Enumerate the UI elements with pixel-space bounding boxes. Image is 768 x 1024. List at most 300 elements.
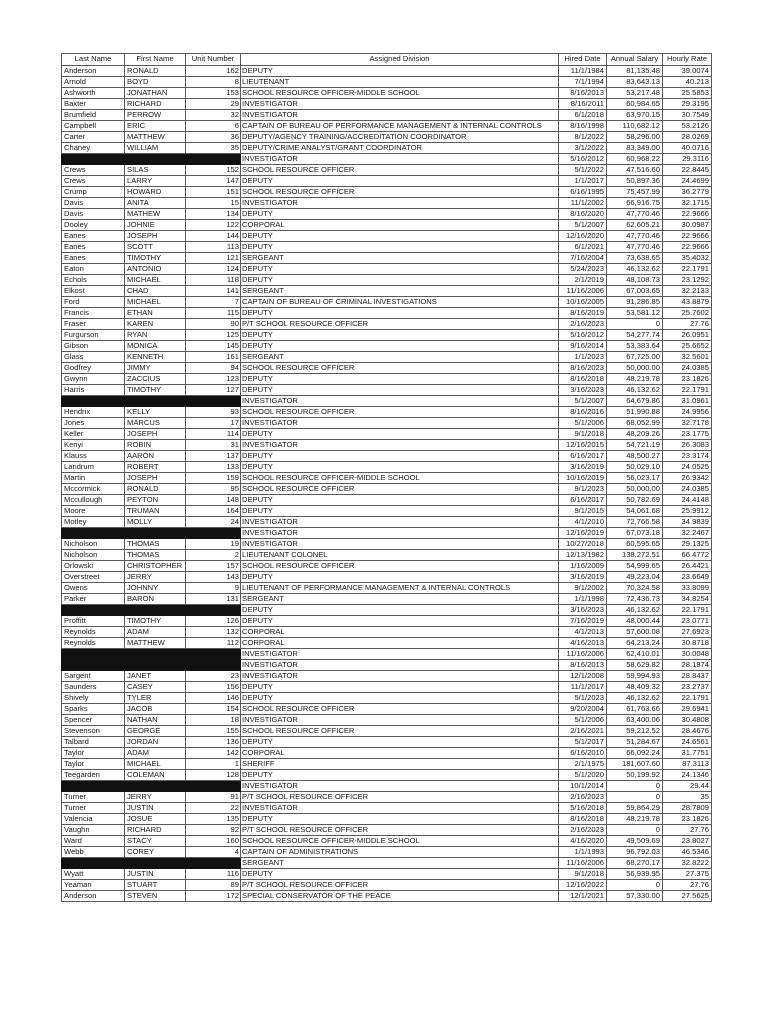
cell-assigned-division: SCHOOL RESOURCE OFFICER [241, 186, 559, 197]
cell-hourly-rate: 29.3195 [663, 98, 712, 109]
cell-last-name: Jones [62, 417, 125, 428]
cell-assigned-division: INVESTIGATOR [241, 153, 559, 164]
cell-hired-date: 3/16/2023 [559, 384, 607, 395]
cell-annual-salary: 49,223.04 [607, 571, 663, 582]
cell-hourly-rate: 46.5346 [663, 846, 712, 857]
cell-annual-salary: 63,400.06 [607, 714, 663, 725]
header-hourly-rate: Hourly Rate [663, 54, 712, 66]
cell-first-name: GEORGE [125, 725, 186, 736]
cell-hourly-rate: 23.1826 [663, 373, 712, 384]
cell-last-name: Chaney [62, 142, 125, 153]
header-assigned-division: Assigned Division [241, 54, 559, 66]
cell-assigned-division: SCHOOL RESOURCE OFFICER [241, 164, 559, 175]
cell-annual-salary: 96,792.03 [607, 846, 663, 857]
cell-first-name: JACOB [125, 703, 186, 714]
cell-hired-date: 4/16/2020 [559, 835, 607, 846]
cell-hourly-rate: 26.9342 [663, 472, 712, 483]
cell-annual-salary: 0 [607, 791, 663, 802]
cell-first-name: LARRY [125, 175, 186, 186]
cell-hired-date: 10/16/2005 [559, 296, 607, 307]
cell-unit-number: 128 [186, 769, 241, 780]
cell-unit-number: 93 [186, 406, 241, 417]
cell-unit-number: 123 [186, 373, 241, 384]
cell-unit-number: 114 [186, 428, 241, 439]
cell-last-name: Eanes [62, 252, 125, 263]
cell-unit-number: 160 [186, 835, 241, 846]
cell-unit-number: 95 [186, 483, 241, 494]
cell-first-name: TYLER [125, 692, 186, 703]
cell-first-name: MICHAEL [125, 296, 186, 307]
table-row [62, 681, 712, 692]
cell-hourly-rate: 34.8254 [663, 593, 712, 604]
cell-last-name: Valencia [62, 813, 125, 824]
cell-unit-number: 35 [186, 142, 241, 153]
cell-last-name: Eaton [62, 263, 125, 274]
table-row [62, 802, 712, 813]
cell-assigned-division: DEPUTY [241, 65, 559, 76]
cell-assigned-division: DEPUTY [241, 175, 559, 186]
cell-annual-salary: 81,135.48 [607, 65, 663, 76]
cell-hired-date: 12/13/1982 [559, 549, 607, 560]
cell-annual-salary: 62,410.01 [607, 648, 663, 659]
cell-assigned-division: DEPUTY [241, 208, 559, 219]
cell-annual-salary: 47,770.46 [607, 241, 663, 252]
cell-hourly-rate: 32.5601 [663, 351, 712, 362]
cell-hired-date: 12/16/2022 [559, 879, 607, 890]
cell-first-name: JONATHAN [125, 87, 186, 98]
cell-annual-salary: 53,383.64 [607, 340, 663, 351]
cell-unit-number: 4 [186, 846, 241, 857]
cell-unit-number [186, 153, 241, 164]
cell-last-name: Fraser [62, 318, 125, 329]
cell-annual-salary: 49,509.69 [607, 835, 663, 846]
cell-unit-number: 172 [186, 890, 241, 901]
cell-unit-number: 125 [186, 329, 241, 340]
cell-first-name: RONALD [125, 65, 186, 76]
header-row [62, 54, 712, 66]
cell-last-name: Mccullough [62, 494, 125, 505]
cell-annual-salary: 59,212.52 [607, 725, 663, 736]
cell-hired-date: 9/16/2014 [559, 340, 607, 351]
cell-annual-salary: 48,409.32 [607, 681, 663, 692]
cell-annual-salary: 181,607.60 [607, 758, 663, 769]
cell-first-name: MARCUS [125, 417, 186, 428]
cell-assigned-division: SERGEANT [241, 351, 559, 362]
cell-annual-salary: 50,000.00 [607, 483, 663, 494]
cell-annual-salary: 70,324.58 [607, 582, 663, 593]
cell-last-name: Furgurson [62, 329, 125, 340]
cell-hourly-rate: 87.3113 [663, 758, 712, 769]
cell-hourly-rate: 25.9912 [663, 505, 712, 516]
cell-unit-number: 126 [186, 615, 241, 626]
cell-hourly-rate: 27.375 [663, 868, 712, 879]
cell-hired-date: 3/16/2019 [559, 461, 607, 472]
cell-hourly-rate: 24.9956 [663, 406, 712, 417]
cell-hourly-rate: 28.0269 [663, 131, 712, 142]
cell-first-name: MONICA [125, 340, 186, 351]
cell-annual-salary: 64,213.24 [607, 637, 663, 648]
cell-hourly-rate: 30.8718 [663, 637, 712, 648]
cell-last-name: Nicholson [62, 549, 125, 560]
cell-last-name: Gibson [62, 340, 125, 351]
cell-hourly-rate: 24.0385 [663, 483, 712, 494]
cell-annual-salary: 0 [607, 780, 663, 791]
cell-hired-date: 8/1/2022 [559, 131, 607, 142]
cell-last-name [62, 395, 125, 406]
cell-assigned-division: DEPUTY [241, 571, 559, 582]
table-row [62, 406, 712, 417]
cell-last-name: Kenyi [62, 439, 125, 450]
cell-unit-number: 141 [186, 285, 241, 296]
cell-hired-date: 11/1/1984 [559, 65, 607, 76]
cell-assigned-division: DEPUTY [241, 461, 559, 472]
cell-hired-date: 9/20/2004 [559, 703, 607, 714]
cell-hired-date: 9/1/2015 [559, 505, 607, 516]
cell-hourly-rate: 22.1791 [663, 692, 712, 703]
cell-assigned-division: INVESTIGATOR [241, 538, 559, 549]
cell-unit-number: 153 [186, 87, 241, 98]
cell-annual-salary: 47,770.46 [607, 208, 663, 219]
cell-hired-date: 9/1/2023 [559, 483, 607, 494]
cell-annual-salary: 46,132.62 [607, 384, 663, 395]
cell-hourly-rate: 30.0987 [663, 219, 712, 230]
cell-hired-date: 5/16/2012 [559, 153, 607, 164]
table-header [62, 54, 712, 66]
cell-assigned-division: SPECIAL CONSERVATOR OF THE PEACE [241, 890, 559, 901]
cell-hired-date: 12/16/2020 [559, 230, 607, 241]
cell-first-name: JOSEPH [125, 472, 186, 483]
table-row [62, 538, 712, 549]
cell-unit-number [186, 857, 241, 868]
cell-last-name: Mccormick [62, 483, 125, 494]
cell-assigned-division: DEPUTY [241, 868, 559, 879]
cell-annual-salary: 60,984.65 [607, 98, 663, 109]
cell-annual-salary: 53,581.12 [607, 307, 663, 318]
cell-assigned-division: DEPUTY [241, 681, 559, 692]
table-row [62, 791, 712, 802]
table-row [62, 813, 712, 824]
table-row [62, 472, 712, 483]
cell-hired-date: 7/1/1994 [559, 76, 607, 87]
cell-first-name: CHRISTOPHER [125, 560, 186, 571]
cell-last-name: Arnold [62, 76, 125, 87]
cell-hired-date: 5/1/2023 [559, 692, 607, 703]
table-row [62, 142, 712, 153]
cell-hired-date: 2/16/2023 [559, 791, 607, 802]
cell-annual-salary: 48,209.26 [607, 428, 663, 439]
cell-hired-date: 5/1/2006 [559, 714, 607, 725]
cell-first-name: STACY [125, 835, 186, 846]
cell-first-name: JERRY [125, 791, 186, 802]
cell-hired-date: 8/16/2018 [559, 813, 607, 824]
cell-last-name: Hendrix [62, 406, 125, 417]
cell-last-name [62, 659, 125, 670]
cell-unit-number: 143 [186, 571, 241, 582]
cell-assigned-division: DEPUTY [241, 494, 559, 505]
cell-annual-salary: 48,219.78 [607, 813, 663, 824]
table-row [62, 263, 712, 274]
cell-first-name: AARON [125, 450, 186, 461]
cell-first-name: RYAN [125, 329, 186, 340]
cell-hired-date: 11/1/2002 [559, 197, 607, 208]
cell-annual-salary: 48,108.73 [607, 274, 663, 285]
cell-hourly-rate: 36.2779 [663, 186, 712, 197]
table-row [62, 186, 712, 197]
cell-first-name: MATTHEW [125, 131, 186, 142]
cell-hired-date: 8/16/2011 [559, 98, 607, 109]
cell-annual-salary: 53,217.48 [607, 87, 663, 98]
table-row [62, 439, 712, 450]
cell-unit-number: 162 [186, 65, 241, 76]
cell-unit-number: 133 [186, 461, 241, 472]
cell-first-name: JUSTIN [125, 802, 186, 813]
cell-hired-date: 12/1/2021 [559, 890, 607, 901]
cell-hired-date: 8/16/2019 [559, 307, 607, 318]
cell-assigned-division: SERGEANT [241, 285, 559, 296]
cell-hourly-rate: 27.6923 [663, 626, 712, 637]
cell-annual-salary: 50,000.00 [607, 362, 663, 373]
cell-hourly-rate: 28.1874 [663, 659, 712, 670]
table-row [62, 417, 712, 428]
cell-hourly-rate: 27.76 [663, 879, 712, 890]
cell-annual-salary: 56,939.95 [607, 868, 663, 879]
cell-unit-number: 29 [186, 98, 241, 109]
cell-annual-salary: 50,199.92 [607, 769, 663, 780]
cell-last-name: Sargent [62, 670, 125, 681]
cell-annual-salary: 110,682.12 [607, 120, 663, 131]
cell-assigned-division: CORPORAL [241, 637, 559, 648]
cell-annual-salary: 48,219.78 [607, 373, 663, 384]
cell-last-name: Sparks [62, 703, 125, 714]
cell-first-name: JOHNIE [125, 219, 186, 230]
cell-hired-date: 2/1/2019 [559, 274, 607, 285]
cell-first-name: JANET [125, 670, 186, 681]
table-row [62, 868, 712, 879]
cell-hourly-rate: 29.6941 [663, 703, 712, 714]
cell-last-name: Glass [62, 351, 125, 362]
cell-unit-number: 91 [186, 791, 241, 802]
cell-first-name: KELLY [125, 406, 186, 417]
cell-assigned-division: DEPUTY [241, 340, 559, 351]
table-row [62, 593, 712, 604]
cell-first-name: SCOTT [125, 241, 186, 252]
cell-hired-date: 4/16/2013 [559, 637, 607, 648]
cell-assigned-division: DEPUTY [241, 307, 559, 318]
cell-last-name: Turner [62, 791, 125, 802]
cell-assigned-division: INVESTIGATOR [241, 714, 559, 725]
cell-hourly-rate: 25.7602 [663, 307, 712, 318]
cell-unit-number: 145 [186, 340, 241, 351]
table-row [62, 659, 712, 670]
cell-first-name: MATHEW [125, 208, 186, 219]
cell-annual-salary: 68,052.99 [607, 417, 663, 428]
cell-last-name: Shively [62, 692, 125, 703]
cell-annual-salary: 46,132.62 [607, 263, 663, 274]
cell-assigned-division: INVESTIGATOR [241, 527, 559, 538]
table-row [62, 252, 712, 263]
cell-hourly-rate: 35 [663, 791, 712, 802]
cell-assigned-division: INVESTIGATOR [241, 659, 559, 670]
cell-hired-date: 9/1/2018 [559, 868, 607, 879]
cell-unit-number: 161 [186, 351, 241, 362]
cell-first-name: ANTONIO [125, 263, 186, 274]
cell-hired-date: 5/1/2017 [559, 736, 607, 747]
cell-assigned-division: SCHOOL RESOURCE OFFICER [241, 483, 559, 494]
cell-unit-number: 6 [186, 120, 241, 131]
cell-unit-number: 144 [186, 230, 241, 241]
cell-hourly-rate: 24.0525 [663, 461, 712, 472]
cell-unit-number [186, 395, 241, 406]
cell-hired-date: 8/16/2013 [559, 87, 607, 98]
table-row [62, 626, 712, 637]
table-row [62, 780, 712, 791]
cell-last-name: Proffitt [62, 615, 125, 626]
cell-hired-date: 2/1/1975 [559, 758, 607, 769]
cell-unit-number [186, 780, 241, 791]
cell-hired-date: 6/16/2017 [559, 450, 607, 461]
cell-unit-number: 151 [186, 186, 241, 197]
cell-hourly-rate: 23.1826 [663, 813, 712, 824]
cell-last-name: Baxter [62, 98, 125, 109]
cell-unit-number: 156 [186, 681, 241, 692]
cell-hourly-rate: 39.0074 [663, 65, 712, 76]
cell-hired-date: 8/16/2023 [559, 362, 607, 373]
cell-annual-salary: 58,629.82 [607, 659, 663, 670]
cell-unit-number: 142 [186, 747, 241, 758]
cell-unit-number: 147 [186, 175, 241, 186]
cell-annual-salary: 51,990.88 [607, 406, 663, 417]
cell-hired-date: 1/16/2009 [559, 560, 607, 571]
cell-assigned-division: LIEUTENANT [241, 76, 559, 87]
cell-hired-date: 5/1/2007 [559, 219, 607, 230]
cell-annual-salary: 68,270.17 [607, 857, 663, 868]
cell-unit-number: 131 [186, 593, 241, 604]
cell-hourly-rate: 27.5625 [663, 890, 712, 901]
cell-hired-date: 8/16/1998 [559, 120, 607, 131]
cell-first-name: THOMAS [125, 538, 186, 549]
cell-assigned-division: INVESTIGATOR [241, 670, 559, 681]
cell-hourly-rate: 26.0951 [663, 329, 712, 340]
cell-hired-date: 1/1/1998 [559, 593, 607, 604]
cell-unit-number: 116 [186, 868, 241, 879]
cell-last-name: Crews [62, 164, 125, 175]
cell-hourly-rate: 30.7549 [663, 109, 712, 120]
cell-annual-salary: 0 [607, 318, 663, 329]
cell-last-name: Crews [62, 175, 125, 186]
cell-assigned-division: CORPORAL [241, 219, 559, 230]
header-hired-date: Hired Date [559, 54, 607, 66]
cell-first-name: BARON [125, 593, 186, 604]
table-row [62, 450, 712, 461]
cell-hired-date: 9/1/2002 [559, 582, 607, 593]
cell-hourly-rate: 40.0716 [663, 142, 712, 153]
cell-annual-salary: 73,638.65 [607, 252, 663, 263]
table-row [62, 175, 712, 186]
table-row [62, 604, 712, 615]
cell-first-name: TIMOTHY [125, 252, 186, 263]
cell-hired-date: 3/1/2022 [559, 142, 607, 153]
cell-hired-date: 2/16/2023 [559, 824, 607, 835]
cell-first-name: ADAM [125, 747, 186, 758]
cell-unit-number: 92 [186, 824, 241, 835]
table-row [62, 329, 712, 340]
cell-assigned-division: INVESTIGATOR [241, 516, 559, 527]
cell-last-name: Carter [62, 131, 125, 142]
table-row [62, 296, 712, 307]
cell-assigned-division: DEPUTY [241, 692, 559, 703]
table-row [62, 230, 712, 241]
cell-last-name: Ashworth [62, 87, 125, 98]
cell-first-name [125, 857, 186, 868]
cell-annual-salary: 66,092.24 [607, 747, 663, 758]
table-row [62, 318, 712, 329]
cell-first-name: JORDAN [125, 736, 186, 747]
cell-last-name [62, 604, 125, 615]
cell-first-name: JOSEPH [125, 428, 186, 439]
cell-annual-salary: 83,643.13 [607, 76, 663, 87]
table-row [62, 582, 712, 593]
cell-assigned-division: CAPTAIN OF BUREAU OF PERFORMANCE MANAGEMENT & INTERNAL CONTROLS [241, 120, 559, 131]
cell-unit-number: 124 [186, 263, 241, 274]
cell-hourly-rate: 30.4808 [663, 714, 712, 725]
cell-hired-date: 7/16/2004 [559, 252, 607, 263]
cell-first-name: MATTHEW [125, 637, 186, 648]
cell-last-name: Crump [62, 186, 125, 197]
cell-hourly-rate: 24.4699 [663, 175, 712, 186]
cell-unit-number: 8 [186, 76, 241, 87]
cell-first-name [125, 648, 186, 659]
cell-hired-date: 6/16/2010 [559, 747, 607, 758]
cell-hourly-rate: 28.7809 [663, 802, 712, 813]
cell-first-name: NATHAN [125, 714, 186, 725]
table-row [62, 494, 712, 505]
cell-hourly-rate: 22.1791 [663, 604, 712, 615]
cell-assigned-division: P/T SCHOOL RESOURCE OFFICER [241, 318, 559, 329]
cell-hired-date: 9/1/2018 [559, 428, 607, 439]
cell-assigned-division: DEPUTY [241, 428, 559, 439]
cell-last-name: Moore [62, 505, 125, 516]
cell-hourly-rate: 32.8222 [663, 857, 712, 868]
cell-assigned-division: INVESTIGATOR [241, 98, 559, 109]
cell-assigned-division: INVESTIGATOR [241, 648, 559, 659]
cell-annual-salary: 72,766.58 [607, 516, 663, 527]
cell-assigned-division: P/T SCHOOL RESOURCE OFFICER [241, 824, 559, 835]
cell-first-name: CASEY [125, 681, 186, 692]
cell-hired-date: 2/16/2021 [559, 725, 607, 736]
table-row [62, 351, 712, 362]
cell-hired-date: 10/27/2018 [559, 538, 607, 549]
cell-last-name: Parker [62, 593, 125, 604]
table-row [62, 109, 712, 120]
cell-hourly-rate: 23.1292 [663, 274, 712, 285]
table-row [62, 527, 712, 538]
cell-first-name: THOMAS [125, 549, 186, 560]
cell-hourly-rate: 26.3083 [663, 439, 712, 450]
cell-last-name: Motley [62, 516, 125, 527]
cell-unit-number: 19 [186, 538, 241, 549]
cell-first-name: ANITA [125, 197, 186, 208]
cell-last-name: Dooley [62, 219, 125, 230]
cell-last-name: Nicholson [62, 538, 125, 549]
cell-hourly-rate: 23.1775 [663, 428, 712, 439]
cell-last-name: Gwynn [62, 373, 125, 384]
cell-first-name: KAREN [125, 318, 186, 329]
table-row [62, 208, 712, 219]
cell-hired-date: 3/16/2023 [559, 604, 607, 615]
cell-unit-number: 148 [186, 494, 241, 505]
cell-first-name: KENNETH [125, 351, 186, 362]
cell-hourly-rate: 32.2467 [663, 527, 712, 538]
